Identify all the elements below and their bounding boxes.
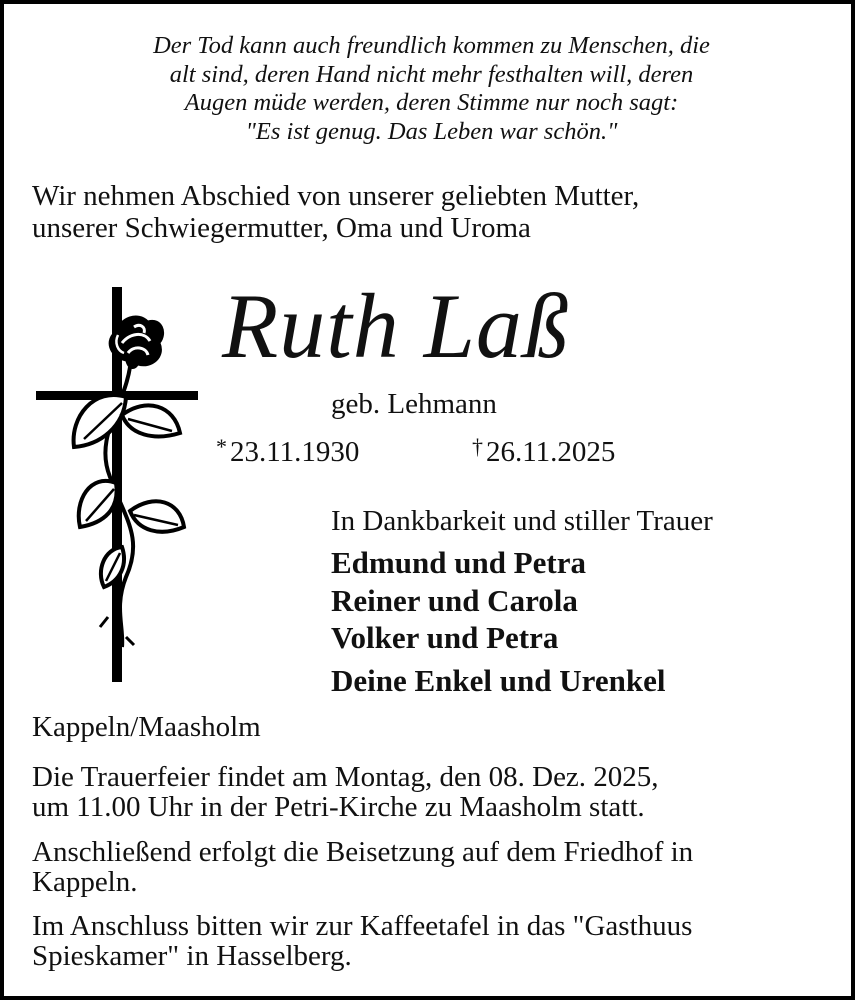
location: Kappeln/Maasholm xyxy=(32,711,261,743)
poem-line: Augen müde werden, deren Stimme nur noch sagt: xyxy=(184,89,679,116)
ceremony-line: Die Trauerfeier findet am Montag, den 08. Dez. 2025, xyxy=(32,761,659,793)
cross-with-rose-icon xyxy=(34,287,204,687)
mourner-name: Edmund und Petra xyxy=(331,545,586,580)
mourner-name: Deine Enkel und Urenkel xyxy=(331,662,666,698)
burial-paragraph xyxy=(32,837,837,897)
maiden-name: geb. Lehmann xyxy=(331,388,497,420)
farewell-intro xyxy=(32,180,832,244)
poem-line: Der Tod kann auch freundlich kommen zu Menschen, die xyxy=(153,32,710,59)
mourners-intro: In Dankbarkeit und stiller Trauer xyxy=(331,505,713,537)
burial-line: Kappeln. xyxy=(32,866,138,898)
ceremony-paragraph xyxy=(32,762,837,822)
death-date: 26.11.2025 xyxy=(486,436,616,468)
deceased-name: Ruth Laß xyxy=(222,275,570,377)
coffee-line: Spieskamer" in Hasselberg. xyxy=(32,940,352,972)
intro-line: Wir nehmen Abschied von unserer geliebten Mutter, xyxy=(32,180,640,212)
birth-date: 23.11.1930 xyxy=(230,436,360,468)
poem xyxy=(34,32,829,146)
intro-line: unserer Schwiegermutter, Oma und Uroma xyxy=(32,212,531,244)
death-date-line xyxy=(472,430,615,469)
poem-line: alt sind, deren Hand nicht mehr festhalten will, deren xyxy=(169,60,694,88)
mourner-name: Reiner und Carola xyxy=(331,582,578,618)
mourners-list xyxy=(331,544,665,699)
mourner-name: Volker und Petra xyxy=(331,620,559,655)
birth-symbol: * xyxy=(216,434,227,459)
coffee-paragraph xyxy=(32,911,837,971)
burial-line: Anschließend erfolgt die Beisetzung auf dem Friedhof in xyxy=(32,836,694,868)
coffee-line: Im Anschluss bitten wir zur Kaffeetafel in das "Gasthuus xyxy=(32,910,693,942)
ceremony-line: um 11.00 Uhr in der Petri-Kirche zu Maasholm statt. xyxy=(32,791,645,823)
poem-line: "Es ist genug. Das Leben war schön." xyxy=(245,117,618,145)
death-symbol: † xyxy=(472,434,483,459)
birth-date-line xyxy=(216,430,359,469)
